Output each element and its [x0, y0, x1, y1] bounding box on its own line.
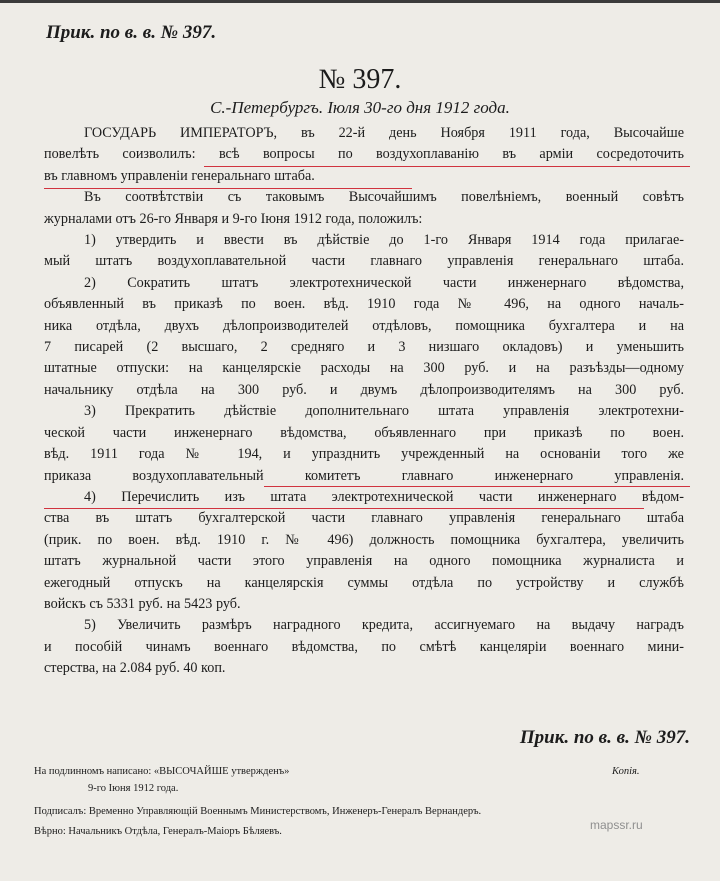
clause-3-line: ческой части инженернаго вѣдомства, объявленнаго при приказѣ по воен.	[44, 424, 684, 441]
body-line: журналами отъ 26-го Января и 9-го Іюня 1912 года, положилъ:	[44, 210, 423, 227]
approval-date: 9-го Іюня 1912 года.	[88, 783, 179, 794]
signature-line: Подписалъ: Временно Управляющій Военнымъ Министерствомъ, Инженеръ-Генералъ Вернандеръ.	[34, 806, 482, 817]
body-line: повелѣть соизволилъ: всѣ вопросы по воздухоплаванію въ арміи сосредоточить	[44, 146, 684, 163]
approval-note: На подлинномъ написано: «ВЫСОЧАЙШЕ утвержденъ»	[34, 766, 290, 777]
header-order-reference: Прик. по в. в. № 397.	[46, 22, 217, 43]
clause-2-line: 7 писарей (2 высшаго, 2 средняго и 3 низшаго окладовъ) и уменьшить	[44, 339, 684, 356]
top-border	[0, 0, 720, 3]
clause-3-line: приказа воздухоплавательный комитетъ главнаго инженернаго управленія.	[44, 467, 684, 484]
highlight-underline	[44, 188, 412, 189]
order-number: № 397.	[318, 64, 402, 95]
clause-4-line: ежегодный отпускъ на канцелярскія суммы отдѣла по устройству и службѣ	[44, 574, 684, 591]
clause-5-line: стерства, на 2.084 руб. 40 коп.	[44, 660, 226, 677]
clause-1-line: 1) утвердить и ввести въ дѣйствіе до 1-го Января 1914 года прилагае-	[84, 232, 684, 249]
clause-2-line: штатные отпуски: на канцелярскіе расходы на 300 руб. и на разъѣзды—одному	[44, 360, 684, 377]
watermark: mapssr.ru	[590, 818, 643, 832]
highlight-underline	[204, 166, 690, 167]
clause-4-line: ства въ штатъ бухгалтерской части главнаго управленія генеральнаго штаба	[44, 510, 684, 527]
clause-4-line: 4) Перечислить изъ штата электротехнической части инженернаго вѣдом-	[84, 488, 684, 505]
clause-4-line: войскъ съ 5331 руб. на 5423 руб.	[44, 595, 241, 612]
clause-3-line: 3) Прекратить дѣйствіе дополнительнаго штата управленія электротехни-	[84, 403, 684, 420]
highlight-underline	[44, 508, 644, 509]
clause-1-line: мый штатъ воздухоплавательной части главнаго управленія генеральнаго штаба.	[44, 253, 684, 270]
order-body	[44, 123, 684, 680]
footer-order-reference: Прик. по в. в. № 397.	[519, 727, 690, 748]
clause-2-line: ника отдѣла, двухъ дѣлопроизводителей отдѣловъ, помощника бухгалтера и на	[44, 317, 684, 334]
clause-4-line: штатъ журнальной части этого управленія на одного помощника журналиста и	[44, 553, 684, 570]
body-line: Въ соотвѣтствіи съ таковымъ Высочайшимъ повелѣніемъ, военный совѣтъ	[84, 189, 684, 206]
clause-2-line: объявленный въ приказѣ по воен. вѣд. 1910 года № 496, на одного началь-	[44, 296, 684, 313]
certification-line: Вѣрно: Начальникъ Отдѣла, Генералъ-Маіоръ Бѣляевъ.	[34, 826, 282, 837]
clause-3-line: вѣд. 1911 года № 194, и упразднить учрежденный на основаніи того же	[44, 446, 684, 463]
body-line: въ главномъ управленіи генеральнаго штаба.	[44, 167, 315, 184]
body-line: ГОСУДАРЬ ИМПЕРАТОРЪ, въ 22-й день Ноября 1911 года, Высочайше	[84, 125, 684, 141]
clause-5-line: и пособій чинамъ военнаго вѣдомства, по смѣтѣ канцеляріи военнаго мини-	[44, 638, 684, 655]
clause-5-line: 5) Увеличить размѣръ наградного кредита, ассигнуемаго на выдачу наградъ	[84, 617, 684, 634]
clause-2-line: начальнику отдѣла на 300 руб. и двумъ дѣлопроизводителямъ на 300 руб.	[44, 381, 684, 398]
highlight-underline	[264, 486, 690, 487]
place-and-date: С.-Петербургъ. Іюля 30-го дня 1912 года.	[210, 98, 510, 117]
clause-2-line: 2) Сократить штатъ электротехнической части инженернаго вѣдомства,	[84, 274, 684, 291]
copy-label: Копія.	[612, 766, 640, 777]
clause-4-line: (прик. по воен. вѣд. 1910 г. № 496) должность помощника бухгалтера, увеличить	[44, 531, 684, 548]
